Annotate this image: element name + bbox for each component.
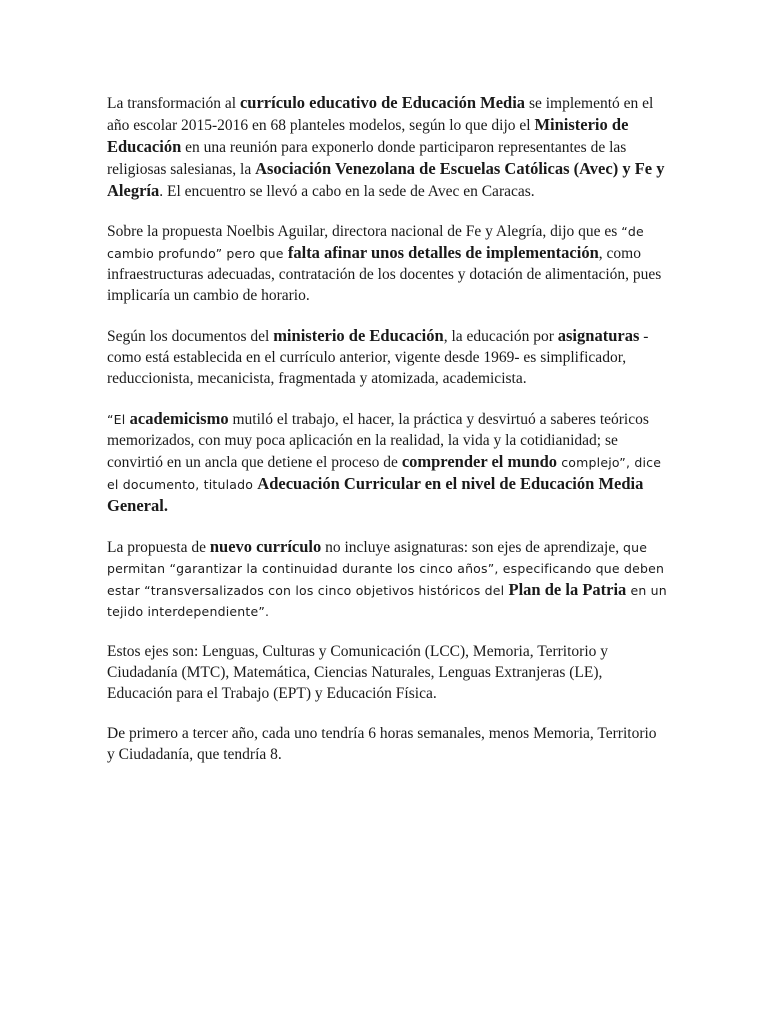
- paragraph-3: [107, 325, 667, 389]
- bold-text: academicismo: [129, 409, 229, 428]
- bold-text: ministerio de Educación: [273, 326, 444, 345]
- body-text: mutiló el trabajo, el hacer, la práctica y desvirtuó a saberes teóricos memorizados, con muy poca aplicación en la realidad, la vida y la cotidianidad; se convirtió en un ancla que detiene el proceso de: [107, 411, 649, 471]
- paragraph-7: [107, 723, 667, 765]
- body-text: , como infraestructuras adecuadas, contratación de los docentes y dotación de alimentación, pues implicaría un cambio de horario.: [107, 245, 662, 304]
- bold-text: Ministerio de Educación: [107, 115, 629, 156]
- body-text: no incluye asignaturas: son ejes de aprendizaje,: [321, 539, 623, 556]
- quoted-text: en un tejido interdependiente”.: [107, 583, 667, 619]
- body-text: - como está establecida en el currículo anterior, vigente desde 1969- es simplificador, reduccionista, mecanicista, fragmentada y atomizada, academicista.: [107, 328, 649, 387]
- paragraph-1: [107, 92, 667, 202]
- body-text: La transformación al: [107, 95, 240, 112]
- body-text: Según los documentos del: [107, 328, 274, 345]
- quoted-text: “de cambio profundo” pero que: [107, 224, 644, 261]
- body-text: . El encuentro se llevó a cabo en la sede de Avec en Caracas.: [159, 183, 535, 200]
- bold-text: asignaturas: [557, 326, 640, 345]
- bold-text: Adecuación Curricular en el nivel de Educación Media General.: [107, 474, 644, 515]
- quoted-text: complejo”, dice el documento, titulado: [107, 455, 662, 492]
- body-text: en una reunión para exponerlo donde participaron representantes de las religiosas salesianas, la: [107, 139, 627, 178]
- bold-text: currículo educativo de Educación Media: [239, 93, 526, 112]
- body-text: Estos ejes son: Lenguas, Culturas y Comunicación (LCC), Memoria, Territorio y Ciudadanía (MTC), Matemática, Ciencias Naturales, Lenguas Extranjeras (LE), Educación para el Trabajo (EPT) y Educación Física.: [107, 643, 609, 702]
- body-text: Sobre la propuesta Noelbis Aguilar, directora nacional de Fe y Alegría, dijo que es: [107, 223, 622, 240]
- bold-text: comprender el mundo: [401, 452, 558, 471]
- paragraph-5: [107, 536, 667, 622]
- body-text: , la educación por: [443, 328, 558, 345]
- body-text: De primero a tercer año, cada uno tendría 6 horas semanales, menos Memoria, Territorio y Ciudadanía, que tendría 8.: [107, 725, 657, 763]
- bold-text: nuevo currículo: [209, 537, 322, 556]
- paragraph-4: [107, 408, 667, 517]
- quoted-text: “El: [107, 412, 130, 427]
- quoted-text: que permitan “garantizar la continuidad durante los cinco años”, especificando que deben estar “transversalizados con los cinco objetivos históricos del: [107, 540, 665, 598]
- body-text: se implementó en el año escolar 2015-2016 en 68 planteles modelos, según lo que dijo el: [107, 95, 654, 134]
- bold-text: Asociación Venezolana de Escuelas Católicas (Avec) y Fe y Alegría: [107, 159, 665, 200]
- bold-text: falta afinar unos detalles de implementación: [287, 243, 599, 262]
- bold-text: Plan de la Patria: [508, 580, 627, 599]
- document-page: [107, 92, 667, 784]
- paragraph-2: [107, 221, 667, 306]
- paragraph-6: [107, 641, 667, 704]
- body-text: La propuesta de: [107, 539, 210, 556]
